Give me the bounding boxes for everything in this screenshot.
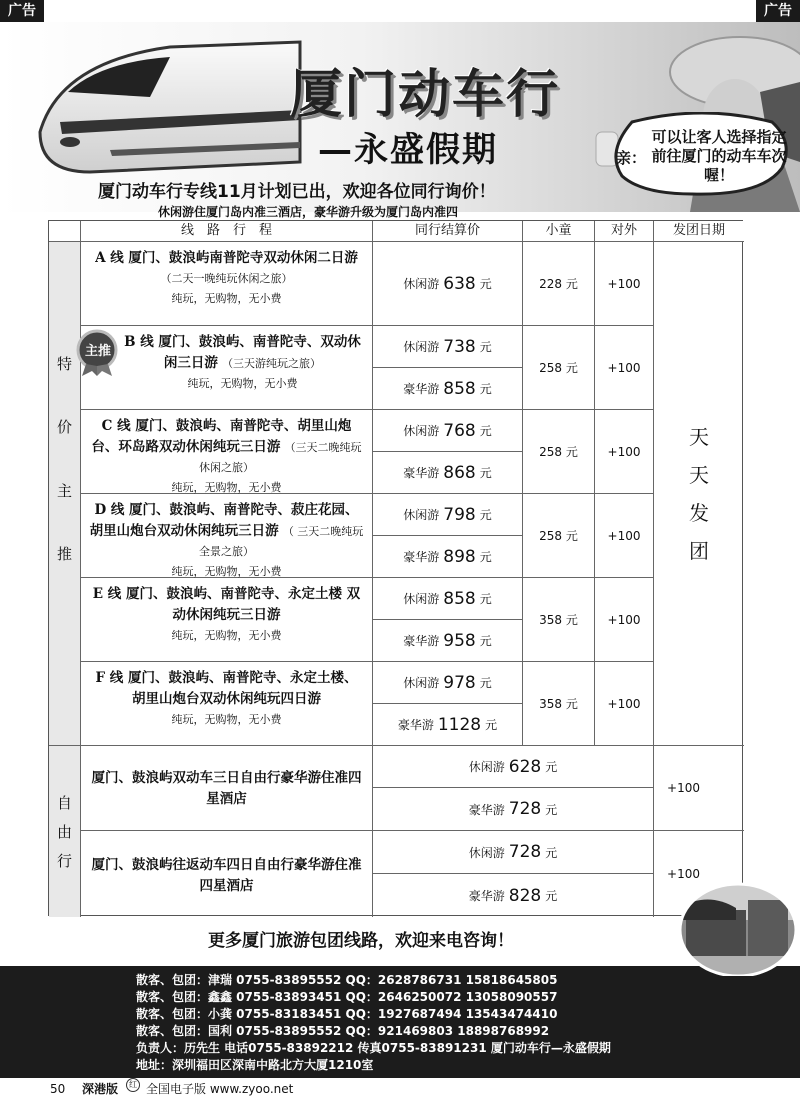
site: 全国电子版 www.zyoo.net bbox=[146, 1082, 294, 1096]
price-unit: 元 bbox=[479, 550, 492, 564]
contacts bbox=[136, 972, 611, 1074]
price-label: 休闲游 bbox=[403, 508, 440, 522]
price-cell bbox=[373, 242, 523, 326]
route-nb: 纯玩，无购物，无小费 bbox=[171, 481, 282, 494]
more-info: 更多厦门旅游包团线路，欢迎来电咨询！ bbox=[208, 931, 514, 951]
route-note: （ 三天二晚纯玩全景之旅） bbox=[199, 525, 364, 558]
price-unit: 元 bbox=[479, 340, 492, 354]
free-route-1 bbox=[81, 746, 373, 831]
category-char: 价 bbox=[56, 418, 72, 437]
price-value: 628 bbox=[508, 756, 542, 777]
route-nb: 纯玩，无购物，无小费 bbox=[187, 377, 298, 390]
child-price: 358 元 bbox=[523, 578, 595, 662]
price-cell bbox=[373, 536, 523, 578]
route-f bbox=[81, 662, 373, 746]
subline: 休闲游住厦门岛内准三酒店，豪华游升级为厦门岛内准四 bbox=[158, 205, 459, 219]
price-cell bbox=[373, 662, 523, 704]
price-value: 898 bbox=[443, 546, 476, 567]
title: 厦门动车行 bbox=[290, 64, 561, 125]
public-markup: +100 bbox=[595, 578, 654, 662]
public-markup-value: +100 bbox=[667, 867, 700, 881]
route-title: C 线 厦门、鼓浪屿、南普陀寺、胡里山炮台、环岛路双动休闲纯玩三日游 bbox=[91, 418, 352, 455]
route-e bbox=[81, 578, 373, 662]
price-unit: 元 bbox=[545, 889, 558, 903]
edition: 深港版 bbox=[82, 1082, 119, 1096]
price-value: 768 bbox=[443, 420, 476, 441]
category-char: 自 bbox=[56, 794, 72, 812]
price-value: 728 bbox=[508, 842, 542, 862]
route-title: E 线 厦门、鼓浪屿、南普陀寺、永定土楼 双动休闲纯玩三日游 bbox=[92, 586, 361, 623]
price-cell bbox=[373, 326, 523, 368]
price-cell bbox=[373, 788, 654, 831]
child-price: 258 元 bbox=[523, 410, 595, 494]
route-a bbox=[81, 242, 373, 326]
price-value: 958 bbox=[443, 630, 476, 651]
price-label: 休闲游 bbox=[403, 676, 440, 690]
route-title: B 线 厦门、鼓浪屿、南普陀寺、双动休闲三日游 bbox=[124, 334, 361, 371]
header-route: 线 路 行 程 bbox=[81, 221, 373, 242]
child-price: 258 元 bbox=[523, 326, 595, 410]
price-unit: 元 bbox=[545, 845, 558, 860]
category-special bbox=[49, 242, 81, 746]
contact-line: 散客、包团：鑫鑫 0755-83893451 QQ：2646250072 13058090557 bbox=[136, 990, 558, 1004]
bubble-qin: 亲： bbox=[616, 149, 647, 167]
contact-line: 散客、包团：津瑞 0755-83895552 QQ：2628786731 15818645805 bbox=[136, 973, 558, 987]
daily-char: 发 bbox=[689, 500, 709, 525]
contact-line: 负责人：历先生 电话0755-83892212 传真0755-83891231 厦门动车行—永盛假期 bbox=[136, 1041, 611, 1055]
price-value: 728 bbox=[508, 799, 542, 819]
route-b bbox=[81, 326, 373, 410]
price-cell bbox=[373, 368, 523, 410]
price-unit: 元 bbox=[545, 802, 558, 817]
price-cell bbox=[373, 831, 654, 874]
free-route-2 bbox=[81, 831, 373, 917]
price-unit: 元 bbox=[479, 277, 492, 291]
price-label: 豪华游 bbox=[403, 634, 440, 648]
header-blank bbox=[49, 221, 81, 242]
public-markup: +100 bbox=[595, 242, 654, 326]
price-cell bbox=[373, 746, 654, 788]
daily-char: 天 bbox=[689, 462, 709, 487]
price-unit: 元 bbox=[479, 592, 492, 606]
contact-line: 散客、包团：国利 0755-83895552 QQ：921469803 18898768992 bbox=[136, 1024, 550, 1038]
route-d bbox=[81, 494, 373, 578]
route-note: （三天游纯玩之旅） bbox=[222, 357, 322, 370]
price-unit: 元 bbox=[479, 676, 492, 690]
public-markup-value: +100 bbox=[667, 781, 700, 795]
price-label: 休闲游 bbox=[403, 340, 440, 354]
category-char: 特 bbox=[56, 355, 72, 374]
route-title: 厦门、鼓浪屿双动车三日自由行豪华游住准四星酒店 bbox=[91, 770, 362, 807]
route-title: 厦门、鼓浪屿往返动车四日自由行豪华游住准四星酒店 bbox=[91, 857, 362, 894]
page-number: 50 bbox=[50, 1082, 66, 1096]
price-value: 978 bbox=[443, 672, 476, 693]
route-c bbox=[81, 410, 373, 494]
category-char: 主 bbox=[56, 481, 72, 500]
header-price: 同行结算价 bbox=[373, 221, 523, 242]
subtitle: —永盛假期 bbox=[318, 130, 498, 170]
category-char: 由 bbox=[56, 823, 72, 841]
child-price: 358 元 bbox=[523, 662, 595, 746]
hong-icon: 红 bbox=[126, 1078, 140, 1092]
header-public: 对外 bbox=[595, 221, 654, 242]
price-label: 休闲游 bbox=[468, 845, 505, 860]
route-title: A 线 厦门、鼓浪屿南普陀寺双动休闲二日游 bbox=[95, 250, 358, 266]
price-cell bbox=[373, 494, 523, 536]
route-nb: 纯玩，无购物，无小费 bbox=[171, 565, 282, 578]
ad-tag-left: 广告 bbox=[0, 0, 44, 22]
daily-char: 团 bbox=[689, 538, 709, 563]
page-footer bbox=[0, 1078, 800, 1100]
route-nb: 纯玩，无购物，无小费 bbox=[171, 629, 282, 642]
price-value: 858 bbox=[443, 588, 476, 609]
daily-char: 天 bbox=[689, 424, 709, 449]
price-cell bbox=[373, 410, 523, 452]
route-nb: 纯玩，无购物，无小费 bbox=[171, 292, 282, 305]
price-label: 休闲游 bbox=[403, 277, 440, 291]
daily-departure bbox=[654, 242, 744, 746]
price-unit: 元 bbox=[479, 634, 492, 648]
price-label: 豪华游 bbox=[397, 718, 434, 732]
price-cell bbox=[373, 704, 523, 746]
price-unit: 元 bbox=[485, 718, 498, 732]
price-cell bbox=[373, 452, 523, 494]
price-value: 638 bbox=[443, 273, 476, 294]
category-free bbox=[49, 746, 81, 917]
header-child: 小童 bbox=[523, 221, 595, 242]
badge-label: 主推 bbox=[84, 344, 111, 359]
route-note: （二天一晚纯玩休闲之旅） bbox=[160, 272, 293, 285]
child-price: 228 元 bbox=[523, 242, 595, 326]
route-title: F 线 厦门、鼓浪屿、南普陀寺、永定土楼、胡里山炮台双动休闲纯玩四日游 bbox=[95, 670, 358, 707]
price-cell bbox=[373, 874, 654, 917]
public-markup bbox=[654, 746, 744, 831]
price-value: 738 bbox=[443, 336, 476, 357]
ad-tag-right: 广告 bbox=[756, 0, 800, 22]
price-label: 休闲游 bbox=[403, 424, 440, 438]
public-markup: +100 bbox=[595, 410, 654, 494]
price-value: 1128 bbox=[437, 714, 482, 735]
headline: 厦门动车行专线11月计划已出，欢迎各位同行询价！ bbox=[98, 182, 496, 202]
public-markup: +100 bbox=[595, 494, 654, 578]
price-unit: 元 bbox=[479, 508, 492, 522]
price-value: 868 bbox=[443, 462, 476, 483]
price-label: 休闲游 bbox=[468, 760, 505, 774]
price-unit: 元 bbox=[479, 382, 492, 396]
price-table bbox=[48, 220, 743, 916]
contact-line: 地址：深圳福田区深南中路北方大厦1210室 bbox=[136, 1058, 374, 1072]
bubble-text: 可以让客人选择指定前往厦门的动车车次喔！ bbox=[651, 128, 787, 184]
route-title: D 线 厦门、鼓浪屿、南普陀寺、菽庄花园、胡里山炮台双动休闲纯玩三日游 bbox=[89, 502, 359, 539]
price-cell bbox=[373, 578, 523, 620]
header-depart: 发团日期 bbox=[654, 221, 744, 242]
category-char: 行 bbox=[56, 852, 72, 870]
price-unit: 元 bbox=[545, 760, 558, 774]
child-price: 258 元 bbox=[523, 494, 595, 578]
gulangyu-photo bbox=[676, 880, 796, 976]
price-value: 828 bbox=[508, 885, 542, 906]
price-unit: 元 bbox=[479, 466, 492, 480]
price-cell bbox=[373, 620, 523, 662]
public-markup: +100 bbox=[595, 662, 654, 746]
category-char: 推 bbox=[56, 544, 72, 563]
public-markup: +100 bbox=[595, 326, 654, 410]
contact-line: 散客、包团：小龚 0755-83183451 QQ：1927687494 13543474410 bbox=[136, 1007, 558, 1021]
price-label: 豪华游 bbox=[403, 550, 440, 564]
route-nb: 纯玩，无购物，无小费 bbox=[171, 713, 282, 726]
price-value: 858 bbox=[443, 378, 476, 399]
route-note: （三天二晚纯玩休闲之旅） bbox=[199, 441, 362, 474]
price-label: 豪华游 bbox=[403, 466, 440, 480]
price-value: 798 bbox=[443, 504, 476, 525]
price-label: 豪华游 bbox=[468, 889, 505, 903]
price-unit: 元 bbox=[479, 424, 492, 438]
price-label: 豪华游 bbox=[403, 382, 440, 396]
price-label: 豪华游 bbox=[468, 802, 505, 817]
price-label: 休闲游 bbox=[403, 592, 440, 606]
